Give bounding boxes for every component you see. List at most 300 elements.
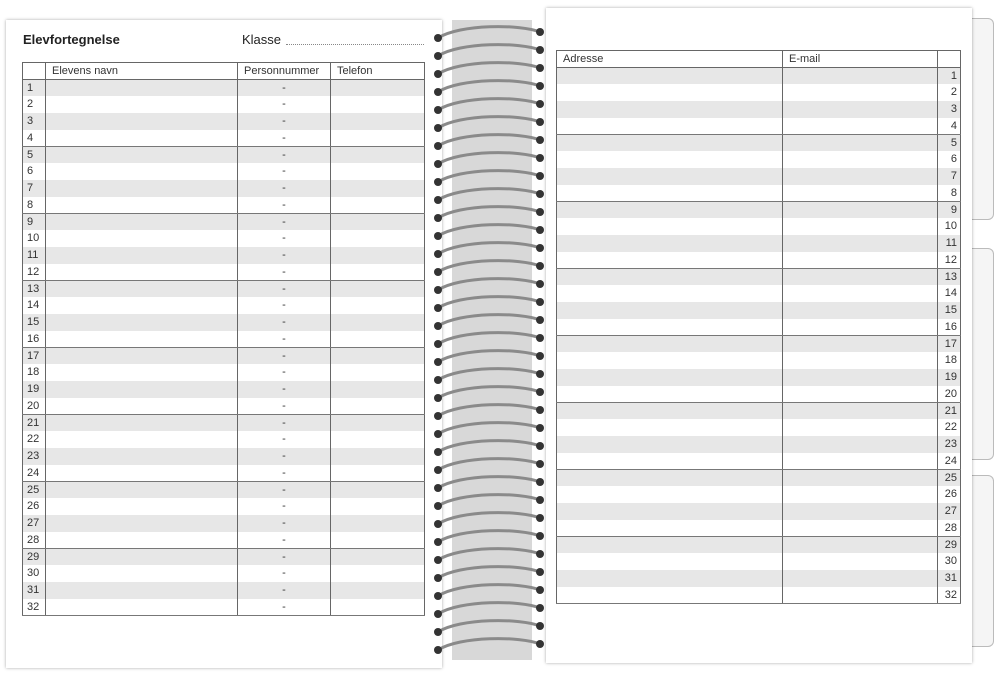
binding-hole <box>434 322 442 330</box>
binding-hole <box>536 424 544 432</box>
table-row <box>23 599 425 616</box>
binding-hole <box>434 232 442 240</box>
personal-number-cell[interactable]: - <box>238 213 331 230</box>
row-number: 29 <box>938 536 961 553</box>
address-cell[interactable] <box>557 302 783 319</box>
phone-cell[interactable] <box>331 96 425 113</box>
address-cell[interactable] <box>557 570 783 587</box>
table-row <box>557 587 961 604</box>
phone-cell[interactable] <box>331 180 425 197</box>
student-table-right <box>556 50 961 604</box>
binding-hole <box>536 46 544 54</box>
row-number: 12 <box>23 264 46 281</box>
column-header-personal-number: Personnummer <box>238 63 331 80</box>
phone-cell[interactable] <box>331 398 425 415</box>
email-cell[interactable] <box>783 587 938 604</box>
table-row <box>23 146 425 163</box>
phone-cell[interactable] <box>331 448 425 465</box>
address-cell[interactable] <box>557 101 783 118</box>
row-number: 17 <box>23 347 46 364</box>
table-row <box>557 134 961 151</box>
email-cell[interactable] <box>783 352 938 369</box>
personal-number-cell[interactable]: - <box>238 163 331 180</box>
student-name-cell[interactable] <box>46 264 238 281</box>
address-cell[interactable] <box>557 268 783 285</box>
student-name-cell[interactable] <box>46 247 238 264</box>
phone-cell[interactable] <box>331 146 425 163</box>
address-cell[interactable] <box>557 486 783 503</box>
table-row <box>557 84 961 101</box>
row-number: 6 <box>938 151 961 168</box>
column-header-number <box>938 51 961 68</box>
address-cell[interactable] <box>557 402 783 419</box>
binding-hole <box>434 178 442 186</box>
address-cell[interactable] <box>557 369 783 386</box>
email-cell[interactable] <box>783 302 938 319</box>
email-cell[interactable] <box>783 503 938 520</box>
row-number: 23 <box>23 448 46 465</box>
email-cell[interactable] <box>783 285 938 302</box>
phone-cell[interactable] <box>331 414 425 431</box>
binding-hole <box>434 304 442 312</box>
email-cell[interactable] <box>783 553 938 570</box>
binding-hole <box>434 70 442 78</box>
address-cell[interactable] <box>557 285 783 302</box>
personal-number-cell[interactable]: - <box>238 364 331 381</box>
table-row <box>557 319 961 336</box>
student-name-cell[interactable] <box>46 398 238 415</box>
row-number: 11 <box>23 247 46 264</box>
phone-cell[interactable] <box>331 481 425 498</box>
personal-number-cell[interactable]: - <box>238 79 331 96</box>
personal-number-cell[interactable]: - <box>238 431 331 448</box>
binding-hole <box>536 334 544 342</box>
row-number: 30 <box>938 553 961 570</box>
row-number: 2 <box>938 84 961 101</box>
personal-number-cell[interactable]: - <box>238 565 331 582</box>
address-cell[interactable] <box>557 536 783 553</box>
phone-cell[interactable] <box>331 381 425 398</box>
email-cell[interactable] <box>783 469 938 486</box>
table-row <box>557 486 961 503</box>
email-cell[interactable] <box>783 134 938 151</box>
row-number: 13 <box>938 268 961 285</box>
personal-number-cell[interactable]: - <box>238 448 331 465</box>
binding-hole <box>434 538 442 546</box>
row-number: 7 <box>23 180 46 197</box>
table-row <box>557 285 961 302</box>
personal-number-cell[interactable]: - <box>238 481 331 498</box>
phone-cell[interactable] <box>331 582 425 599</box>
binding-hole <box>434 106 442 114</box>
phone-cell[interactable] <box>331 163 425 180</box>
email-cell[interactable] <box>783 252 938 269</box>
personal-number-cell[interactable]: - <box>238 280 331 297</box>
table-row <box>23 364 425 381</box>
table-row <box>557 386 961 403</box>
address-cell[interactable] <box>557 587 783 604</box>
student-name-cell[interactable] <box>46 331 238 348</box>
personal-number-cell[interactable]: - <box>238 515 331 532</box>
student-name-cell[interactable] <box>46 96 238 113</box>
personal-number-cell[interactable]: - <box>238 96 331 113</box>
row-number: 14 <box>23 297 46 314</box>
binding-hole <box>434 394 442 402</box>
table-row <box>23 398 425 415</box>
student-name-cell[interactable] <box>46 297 238 314</box>
student-name-cell[interactable] <box>46 431 238 448</box>
student-name-cell[interactable] <box>46 515 238 532</box>
address-cell[interactable] <box>557 469 783 486</box>
address-cell[interactable] <box>557 419 783 436</box>
email-cell[interactable] <box>783 201 938 218</box>
row-number: 15 <box>23 314 46 331</box>
email-cell[interactable] <box>783 235 938 252</box>
address-cell[interactable] <box>557 185 783 202</box>
table-row <box>23 314 425 331</box>
address-cell[interactable] <box>557 352 783 369</box>
row-number: 7 <box>938 168 961 185</box>
student-name-cell[interactable] <box>46 465 238 482</box>
binding-hole <box>536 496 544 504</box>
binding-hole <box>434 646 442 654</box>
row-number: 18 <box>23 364 46 381</box>
binding-hole <box>536 388 544 396</box>
binding-hole <box>434 448 442 456</box>
row-number: 26 <box>23 498 46 515</box>
row-number: 14 <box>938 285 961 302</box>
phone-cell[interactable] <box>331 548 425 565</box>
binding-hole <box>536 442 544 450</box>
table-row <box>23 264 425 281</box>
address-cell[interactable] <box>557 84 783 101</box>
column-header-address: Adresse <box>557 51 783 68</box>
phone-cell[interactable] <box>331 264 425 281</box>
phone-cell[interactable] <box>331 532 425 549</box>
phone-cell[interactable] <box>331 431 425 448</box>
table-row <box>557 436 961 453</box>
row-number: 18 <box>938 352 961 369</box>
row-number: 1 <box>938 67 961 84</box>
email-cell[interactable] <box>783 168 938 185</box>
student-name-cell[interactable] <box>46 163 238 180</box>
table-row <box>557 520 961 537</box>
phone-cell[interactable] <box>331 565 425 582</box>
phone-cell[interactable] <box>331 297 425 314</box>
row-number: 3 <box>23 113 46 130</box>
student-name-cell[interactable] <box>46 565 238 582</box>
email-cell[interactable] <box>783 486 938 503</box>
row-number: 27 <box>23 515 46 532</box>
address-cell[interactable] <box>557 319 783 336</box>
personal-number-cell[interactable]: - <box>238 130 331 147</box>
row-number: 17 <box>938 335 961 352</box>
phone-cell[interactable] <box>331 331 425 348</box>
phone-cell[interactable] <box>331 79 425 96</box>
email-cell[interactable] <box>783 218 938 235</box>
row-number: 1 <box>23 79 46 96</box>
email-cell[interactable] <box>783 335 938 352</box>
personal-number-cell[interactable]: - <box>238 414 331 431</box>
address-cell[interactable] <box>557 252 783 269</box>
phone-cell[interactable] <box>331 347 425 364</box>
phone-cell[interactable] <box>331 213 425 230</box>
class-field[interactable] <box>286 44 424 45</box>
binding-hole <box>434 520 442 528</box>
side-tab[interactable] <box>971 248 994 460</box>
row-number: 5 <box>23 146 46 163</box>
row-number: 22 <box>23 431 46 448</box>
phone-cell[interactable] <box>331 515 425 532</box>
personal-number-cell[interactable]: - <box>238 197 331 214</box>
binding-hole <box>434 574 442 582</box>
binding-hole <box>434 484 442 492</box>
binding-hole <box>536 298 544 306</box>
table-row <box>557 101 961 118</box>
student-name-cell[interactable] <box>46 180 238 197</box>
binding-hole <box>434 52 442 60</box>
binding-hole <box>434 412 442 420</box>
row-number: 19 <box>23 381 46 398</box>
table-row <box>23 465 425 482</box>
personal-number-cell[interactable]: - <box>238 398 331 415</box>
personal-number-cell[interactable]: - <box>238 347 331 364</box>
row-number: 4 <box>23 130 46 147</box>
personal-number-cell[interactable]: - <box>238 599 331 616</box>
binding-hole <box>536 604 544 612</box>
email-cell[interactable] <box>783 185 938 202</box>
row-number: 21 <box>23 414 46 431</box>
personal-number-cell[interactable]: - <box>238 247 331 264</box>
email-cell[interactable] <box>783 319 938 336</box>
binding-hole <box>434 610 442 618</box>
binding-hole <box>434 160 442 168</box>
student-name-cell[interactable] <box>46 548 238 565</box>
email-cell[interactable] <box>783 436 938 453</box>
student-table-left <box>22 62 425 616</box>
student-name-cell[interactable] <box>46 448 238 465</box>
student-name-cell[interactable] <box>46 414 238 431</box>
email-cell[interactable] <box>783 67 938 84</box>
binding-hole <box>434 142 442 150</box>
personal-number-cell[interactable]: - <box>238 113 331 130</box>
address-cell[interactable] <box>557 151 783 168</box>
address-cell[interactable] <box>557 436 783 453</box>
phone-cell[interactable] <box>331 280 425 297</box>
column-header-name: Elevens navn <box>46 63 238 80</box>
row-number: 31 <box>23 582 46 599</box>
student-name-cell[interactable] <box>46 582 238 599</box>
table-row <box>557 151 961 168</box>
binding-hole <box>536 640 544 648</box>
table-header <box>557 51 961 68</box>
binding-hole <box>434 340 442 348</box>
student-name-cell[interactable] <box>46 364 238 381</box>
binding-hole <box>434 286 442 294</box>
binding-hole <box>536 28 544 36</box>
binding-hole <box>536 82 544 90</box>
binding-hole <box>434 214 442 222</box>
email-cell[interactable] <box>783 520 938 537</box>
row-number: 21 <box>938 402 961 419</box>
table-row <box>23 481 425 498</box>
table-row <box>557 168 961 185</box>
binding-hole <box>434 628 442 636</box>
table-row <box>23 280 425 297</box>
student-name-cell[interactable] <box>46 213 238 230</box>
column-header-phone: Telefon <box>331 63 425 80</box>
phone-cell[interactable] <box>331 599 425 616</box>
side-tab[interactable] <box>971 18 994 220</box>
table-row <box>557 369 961 386</box>
row-number: 16 <box>938 319 961 336</box>
email-cell[interactable] <box>783 570 938 587</box>
personal-number-cell[interactable]: - <box>238 146 331 163</box>
email-cell[interactable] <box>783 402 938 419</box>
address-cell[interactable] <box>557 453 783 470</box>
table-row <box>23 431 425 448</box>
table-row <box>23 381 425 398</box>
student-name-cell[interactable] <box>46 146 238 163</box>
student-name-cell[interactable] <box>46 113 238 130</box>
email-cell[interactable] <box>783 268 938 285</box>
table-row <box>557 118 961 135</box>
student-name-cell[interactable] <box>46 381 238 398</box>
table-row <box>23 163 425 180</box>
personal-number-cell[interactable]: - <box>238 297 331 314</box>
phone-cell[interactable] <box>331 130 425 147</box>
table-header <box>23 63 425 80</box>
phone-cell[interactable] <box>331 113 425 130</box>
row-number: 8 <box>23 197 46 214</box>
table-row <box>557 402 961 419</box>
personal-number-cell[interactable]: - <box>238 264 331 281</box>
table-row <box>23 498 425 515</box>
binding-hole <box>434 556 442 564</box>
column-header-number <box>23 63 46 80</box>
binding-hole <box>536 532 544 540</box>
binding-hole <box>536 136 544 144</box>
address-cell[interactable] <box>557 118 783 135</box>
student-name-cell[interactable] <box>46 347 238 364</box>
table-row <box>23 96 425 113</box>
address-cell[interactable] <box>557 335 783 352</box>
binding-hole <box>536 64 544 72</box>
personal-number-cell[interactable]: - <box>238 230 331 247</box>
personal-number-cell[interactable]: - <box>238 331 331 348</box>
row-number: 10 <box>938 218 961 235</box>
row-number: 12 <box>938 252 961 269</box>
binding-hole <box>434 250 442 258</box>
phone-cell[interactable] <box>331 247 425 264</box>
student-name-cell[interactable] <box>46 599 238 616</box>
table-row <box>557 252 961 269</box>
student-name-cell[interactable] <box>46 532 238 549</box>
personal-number-cell[interactable]: - <box>238 381 331 398</box>
email-cell[interactable] <box>783 118 938 135</box>
personal-number-cell[interactable]: - <box>238 582 331 599</box>
personal-number-cell[interactable]: - <box>238 548 331 565</box>
phone-cell[interactable] <box>331 197 425 214</box>
email-cell[interactable] <box>783 151 938 168</box>
binding-hole <box>434 466 442 474</box>
student-name-cell[interactable] <box>46 498 238 515</box>
personal-number-cell[interactable]: - <box>238 465 331 482</box>
table-row <box>557 570 961 587</box>
student-name-cell[interactable] <box>46 197 238 214</box>
table-row <box>557 302 961 319</box>
binding-hole <box>536 172 544 180</box>
phone-cell[interactable] <box>331 465 425 482</box>
email-cell[interactable] <box>783 101 938 118</box>
row-number: 20 <box>938 386 961 403</box>
binding-hole <box>434 358 442 366</box>
row-number: 5 <box>938 134 961 151</box>
row-number: 28 <box>938 520 961 537</box>
right-page <box>546 8 972 663</box>
binding-hole <box>536 622 544 630</box>
student-name-cell[interactable] <box>46 481 238 498</box>
email-cell[interactable] <box>783 419 938 436</box>
student-name-cell[interactable] <box>46 314 238 331</box>
email-cell[interactable] <box>783 536 938 553</box>
address-cell[interactable] <box>557 520 783 537</box>
email-cell[interactable] <box>783 369 938 386</box>
table-row <box>23 532 425 549</box>
table-row <box>23 213 425 230</box>
email-cell[interactable] <box>783 453 938 470</box>
row-number: 25 <box>23 481 46 498</box>
student-name-cell[interactable] <box>46 230 238 247</box>
personal-number-cell[interactable]: - <box>238 180 331 197</box>
phone-cell[interactable] <box>331 364 425 381</box>
table-row <box>23 565 425 582</box>
table-row <box>23 230 425 247</box>
address-cell[interactable] <box>557 168 783 185</box>
address-cell[interactable] <box>557 218 783 235</box>
address-cell[interactable] <box>557 134 783 151</box>
phone-cell[interactable] <box>331 314 425 331</box>
address-cell[interactable] <box>557 503 783 520</box>
address-cell[interactable] <box>557 386 783 403</box>
student-name-cell[interactable] <box>46 280 238 297</box>
address-cell[interactable] <box>557 553 783 570</box>
email-cell[interactable] <box>783 386 938 403</box>
address-cell[interactable] <box>557 67 783 84</box>
student-name-cell[interactable] <box>46 79 238 96</box>
personal-number-cell[interactable]: - <box>238 498 331 515</box>
binding-hole <box>434 376 442 384</box>
table-row <box>557 553 961 570</box>
phone-cell[interactable] <box>331 230 425 247</box>
address-cell[interactable] <box>557 201 783 218</box>
side-tab[interactable] <box>971 475 994 647</box>
table-row <box>557 453 961 470</box>
personal-number-cell[interactable]: - <box>238 314 331 331</box>
row-number: 9 <box>23 213 46 230</box>
student-name-cell[interactable] <box>46 130 238 147</box>
table-row <box>557 235 961 252</box>
row-number: 8 <box>938 185 961 202</box>
address-cell[interactable] <box>557 235 783 252</box>
email-cell[interactable] <box>783 84 938 101</box>
table-row <box>557 419 961 436</box>
binding-hole <box>434 196 442 204</box>
row-number: 15 <box>938 302 961 319</box>
table-row <box>557 503 961 520</box>
personal-number-cell[interactable]: - <box>238 532 331 549</box>
phone-cell[interactable] <box>331 498 425 515</box>
